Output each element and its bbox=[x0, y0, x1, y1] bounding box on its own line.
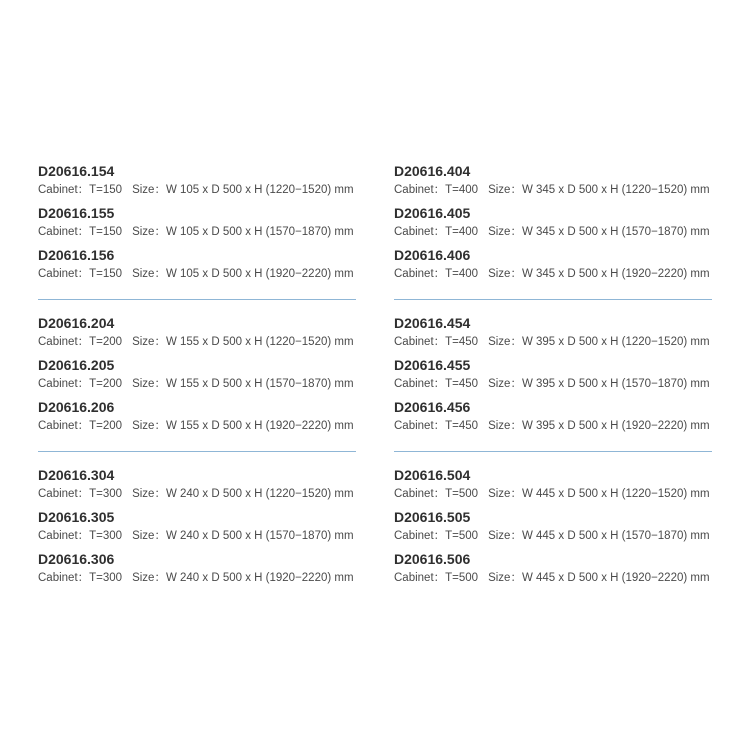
size-value: W 240 x D 500 x H (1920−2220) mm bbox=[165, 572, 354, 584]
size-value: W 445 x D 500 x H (1570−1870) mm bbox=[521, 530, 710, 542]
thickness-value: T=500 bbox=[445, 530, 479, 542]
product-spec bbox=[38, 485, 356, 503]
size-value: W 155 x D 500 x H (1570−1870) mm bbox=[165, 378, 354, 390]
product-spec bbox=[38, 265, 356, 283]
size-label: Size： bbox=[132, 488, 166, 500]
product-code: D20616.406 bbox=[394, 247, 471, 263]
size-label: Size： bbox=[132, 530, 166, 542]
product-spec bbox=[394, 265, 712, 283]
product-group bbox=[394, 466, 712, 592]
product-spec bbox=[38, 417, 356, 435]
product-item bbox=[394, 356, 712, 398]
size-label: Size： bbox=[132, 184, 166, 196]
product-item bbox=[38, 246, 356, 288]
product-item bbox=[394, 398, 712, 440]
size-value: W 445 x D 500 x H (1220−1520) mm bbox=[521, 488, 710, 500]
product-item bbox=[38, 508, 356, 550]
product-item bbox=[394, 204, 712, 246]
cabinet-label: Cabinet： bbox=[38, 336, 90, 348]
product-code: D20616.206 bbox=[38, 399, 115, 415]
product-code: D20616.456 bbox=[394, 399, 471, 415]
size-value: W 395 x D 500 x H (1920−2220) mm bbox=[521, 420, 710, 432]
size-value: W 105 x D 500 x H (1920−2220) mm bbox=[165, 268, 354, 280]
cabinet-label: Cabinet： bbox=[38, 378, 90, 390]
product-item bbox=[394, 162, 712, 204]
section-divider bbox=[394, 299, 712, 300]
product-spec bbox=[38, 375, 356, 393]
product-spec bbox=[38, 333, 356, 351]
cabinet-label: Cabinet： bbox=[38, 268, 90, 280]
size-label: Size： bbox=[488, 184, 522, 196]
product-item bbox=[38, 550, 356, 592]
product-item bbox=[394, 508, 712, 550]
thickness-value: T=200 bbox=[89, 336, 123, 348]
cabinet-label: Cabinet： bbox=[38, 226, 90, 238]
size-label: Size： bbox=[132, 378, 166, 390]
size-value: W 155 x D 500 x H (1220−1520) mm bbox=[165, 336, 354, 348]
size-value: W 395 x D 500 x H (1220−1520) mm bbox=[521, 336, 710, 348]
product-item bbox=[394, 314, 712, 356]
thickness-value: T=200 bbox=[89, 420, 123, 432]
cabinet-label: Cabinet： bbox=[38, 530, 90, 542]
product-code: D20616.404 bbox=[394, 163, 471, 179]
size-value: W 240 x D 500 x H (1570−1870) mm bbox=[165, 530, 354, 542]
product-code: D20616.454 bbox=[394, 315, 471, 331]
size-label: Size： bbox=[488, 572, 522, 584]
size-value: W 240 x D 500 x H (1220−1520) mm bbox=[165, 488, 354, 500]
product-item bbox=[394, 466, 712, 508]
size-label: Size： bbox=[488, 268, 522, 280]
product-item bbox=[38, 356, 356, 398]
size-value: W 345 x D 500 x H (1220−1520) mm bbox=[521, 184, 710, 196]
product-spec bbox=[394, 181, 712, 199]
product-item bbox=[38, 314, 356, 356]
product-code: D20616.505 bbox=[394, 509, 471, 525]
product-spec bbox=[394, 333, 712, 351]
product-code: D20616.306 bbox=[38, 551, 115, 567]
size-label: Size： bbox=[488, 336, 522, 348]
right-column bbox=[394, 162, 712, 592]
product-code: D20616.204 bbox=[38, 315, 115, 331]
size-value: W 395 x D 500 x H (1570−1870) mm bbox=[521, 378, 710, 390]
product-group bbox=[38, 162, 356, 288]
product-item bbox=[38, 204, 356, 246]
product-spec bbox=[394, 569, 712, 587]
size-label: Size： bbox=[132, 572, 166, 584]
thickness-value: T=500 bbox=[445, 488, 479, 500]
thickness-value: T=150 bbox=[89, 184, 123, 196]
product-code: D20616.205 bbox=[38, 357, 115, 373]
product-code: D20616.305 bbox=[38, 509, 115, 525]
size-label: Size： bbox=[488, 488, 522, 500]
product-spec bbox=[38, 223, 356, 241]
cabinet-label: Cabinet： bbox=[394, 336, 446, 348]
size-value: W 155 x D 500 x H (1920−2220) mm bbox=[165, 420, 354, 432]
thickness-value: T=450 bbox=[445, 378, 479, 390]
cabinet-label: Cabinet： bbox=[394, 530, 446, 542]
cabinet-label: Cabinet： bbox=[394, 184, 446, 196]
cabinet-label: Cabinet： bbox=[394, 488, 446, 500]
section-divider bbox=[38, 299, 356, 300]
section-divider bbox=[394, 451, 712, 452]
product-spec bbox=[394, 417, 712, 435]
thickness-value: T=300 bbox=[89, 488, 123, 500]
cabinet-label: Cabinet： bbox=[394, 420, 446, 432]
size-label: Size： bbox=[132, 420, 166, 432]
left-column bbox=[38, 162, 356, 592]
cabinet-label: Cabinet： bbox=[38, 184, 90, 196]
product-code: D20616.455 bbox=[394, 357, 471, 373]
size-label: Size： bbox=[132, 336, 166, 348]
cabinet-label: Cabinet： bbox=[394, 378, 446, 390]
thickness-value: T=450 bbox=[445, 336, 479, 348]
product-group bbox=[394, 162, 712, 288]
product-code: D20616.155 bbox=[38, 205, 115, 221]
section-divider bbox=[38, 451, 356, 452]
size-label: Size： bbox=[132, 226, 166, 238]
product-item bbox=[394, 246, 712, 288]
cabinet-label: Cabinet： bbox=[38, 420, 90, 432]
product-code: D20616.504 bbox=[394, 467, 471, 483]
product-code: D20616.405 bbox=[394, 205, 471, 221]
thickness-value: T=400 bbox=[445, 226, 479, 238]
thickness-value: T=400 bbox=[445, 184, 479, 196]
thickness-value: T=300 bbox=[89, 530, 123, 542]
product-spec bbox=[38, 181, 356, 199]
cabinet-label: Cabinet： bbox=[38, 572, 90, 584]
size-value: W 345 x D 500 x H (1570−1870) mm bbox=[521, 226, 710, 238]
size-label: Size： bbox=[488, 226, 522, 238]
thickness-value: T=400 bbox=[445, 268, 479, 280]
product-group bbox=[38, 314, 356, 440]
product-spec bbox=[394, 375, 712, 393]
product-spec bbox=[394, 485, 712, 503]
cabinet-label: Cabinet： bbox=[394, 226, 446, 238]
product-item bbox=[38, 398, 356, 440]
thickness-value: T=200 bbox=[89, 378, 123, 390]
product-spec bbox=[38, 527, 356, 545]
thickness-value: T=450 bbox=[445, 420, 479, 432]
size-label: Size： bbox=[488, 530, 522, 542]
product-item bbox=[394, 550, 712, 592]
size-value: W 445 x D 500 x H (1920−2220) mm bbox=[521, 572, 710, 584]
product-item bbox=[38, 466, 356, 508]
size-label: Size： bbox=[488, 420, 522, 432]
size-value: W 345 x D 500 x H (1920−2220) mm bbox=[521, 268, 710, 280]
size-value: W 105 x D 500 x H (1220−1520) mm bbox=[165, 184, 354, 196]
product-spec bbox=[394, 223, 712, 241]
product-spec bbox=[394, 527, 712, 545]
product-code: D20616.154 bbox=[38, 163, 115, 179]
size-value: W 105 x D 500 x H (1570−1870) mm bbox=[165, 226, 354, 238]
cabinet-label: Cabinet： bbox=[394, 572, 446, 584]
product-spec bbox=[38, 569, 356, 587]
cabinet-label: Cabinet： bbox=[38, 488, 90, 500]
cabinet-label: Cabinet： bbox=[394, 268, 446, 280]
product-code: D20616.156 bbox=[38, 247, 115, 263]
thickness-value: T=150 bbox=[89, 226, 123, 238]
size-label: Size： bbox=[132, 268, 166, 280]
product-group bbox=[394, 314, 712, 440]
thickness-value: T=500 bbox=[445, 572, 479, 584]
product-code: D20616.506 bbox=[394, 551, 471, 567]
size-label: Size： bbox=[488, 378, 522, 390]
thickness-value: T=300 bbox=[89, 572, 123, 584]
thickness-value: T=150 bbox=[89, 268, 123, 280]
product-code: D20616.304 bbox=[38, 467, 115, 483]
product-item bbox=[38, 162, 356, 204]
product-group bbox=[38, 466, 356, 592]
